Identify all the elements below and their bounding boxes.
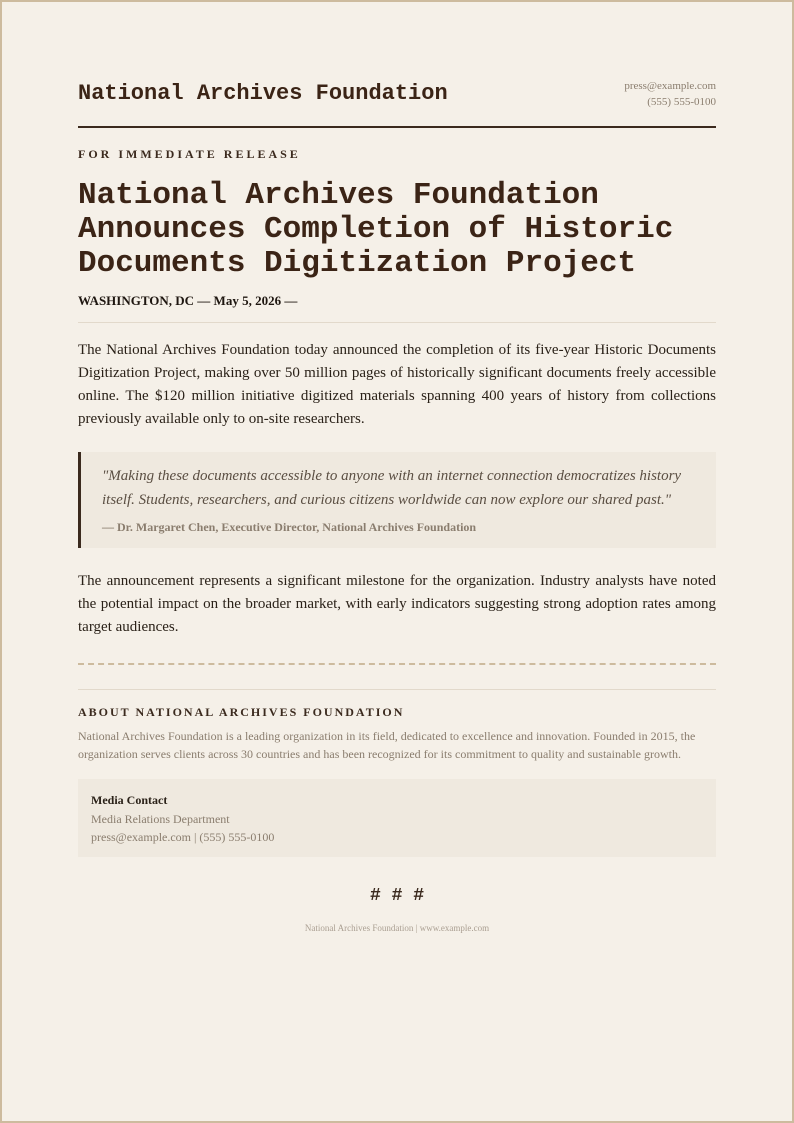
media-contact-title: Media Contact — [91, 793, 168, 807]
media-contact-details: press@example.com | (555) 555-0100 — [91, 830, 275, 844]
dateline: WASHINGTON, DC — May 5, 2026 — — [78, 293, 716, 323]
header-phone: (555) 555-0100 — [647, 96, 716, 108]
headline: National Archives Foundation Announces Completion of Historic Documents Digitization Project — [78, 178, 674, 281]
release-label: FOR IMMEDIATE RELEASE — [78, 147, 301, 161]
page-content — [78, 2, 716, 934]
about-text: National Archives Foundation is a leading organization in its field, dedicated to excellence and innovation. Founded in 2015, the organization serves clients across 30 countries and has been recognized for its commitment to quality and sustainable growth. — [78, 729, 696, 761]
about-section — [78, 689, 716, 763]
footer: National Archives Foundation | www.example.com — [304, 923, 490, 933]
org-name: National Archives Foundation — [78, 81, 448, 106]
section-divider — [78, 663, 716, 665]
header-email: press@example.com — [624, 80, 716, 92]
body-paragraph-1: The National Archives Foundation today announced the completion of its five-year Historic Documents Digitization Project, making over 50 million pages of historically significant documents freely accessible online. The $120 million initiative digitized materials spanning 400 years of history from collections previously available only to on-site researchers. — [78, 342, 716, 427]
quote-text: "Making these documents accessible to anyone with an internet connection democratizes history itself. Students, researchers, and curious citizens worldwide can now explore our shared past." — [102, 468, 682, 508]
body-paragraph-2: The announcement represents a significant milestone for the organization. Industry analysts have noted the potential impact on the broader market, with early indicators suggesting strong adoption rates among target audiences. — [78, 573, 716, 635]
header-contact — [624, 78, 716, 110]
end-mark: # # # — [369, 886, 424, 906]
pull-quote — [78, 452, 716, 548]
letterhead — [78, 2, 716, 128]
media-contact-department: Media Relations Department — [91, 812, 230, 826]
media-contact-box — [78, 779, 716, 857]
about-heading: ABOUT NATIONAL ARCHIVES FOUNDATION — [78, 705, 405, 719]
quote-attribution: — Dr. Margaret Chen, Executive Director, National Archives Foundation — [102, 520, 477, 534]
